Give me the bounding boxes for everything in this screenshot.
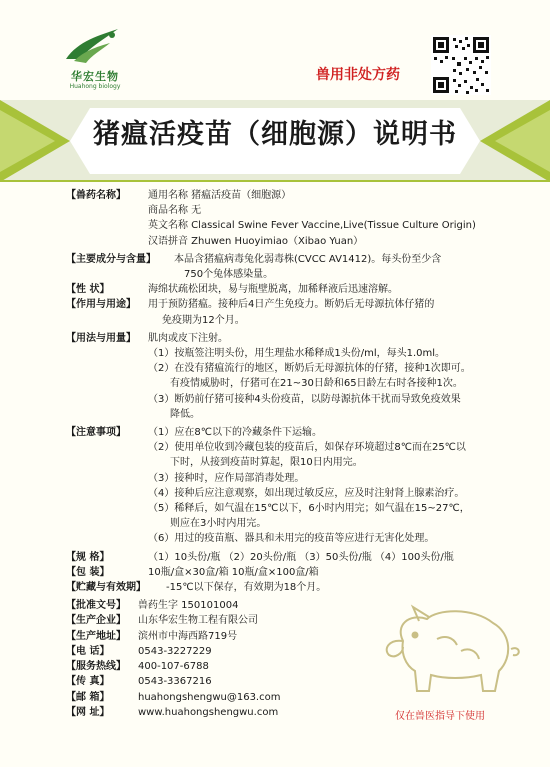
- section-line: （2）使用单位收到冷藏包装的疫苗后，如保存环境超过8℃而在25℃以: [148, 442, 466, 454]
- pig-illustration-icon: [375, 595, 525, 705]
- section-line: 汉语拼音 Zhuwen Huoyimiao（Xibao Yuan）: [148, 235, 364, 247]
- section-label: 【服务热线】: [66, 661, 126, 673]
- section-label: 【传 真】: [66, 676, 110, 688]
- section-line: 本品含猪瘟病毒兔化弱毒株(CVCC AV1412)。每头份至少含: [174, 253, 442, 265]
- section-ingredients: [66, 252, 526, 282]
- section-notes: [66, 425, 526, 547]
- page-title: 猪瘟活疫苗（细胞源）说明书: [93, 119, 457, 150]
- section-line: （1）按瓶签注明头份，用生理盐水稀释成1头份/ml，每头1.0ml。: [148, 348, 446, 360]
- huahong-logo-icon: [60, 25, 124, 65]
- section-line: 下时，从接到疫苗时算起，限10日内用完。: [170, 457, 363, 469]
- section-function: [66, 297, 526, 327]
- section-line: 海绵状疏松团块，易与瓶壁脱离，加稀释液后迅速溶解。: [148, 284, 398, 296]
- brand-name-cn: 华宏生物: [71, 70, 119, 83]
- section-label: 【贮藏与有效期】: [66, 582, 146, 594]
- section-line: 山东华宏生物工程有限公司: [138, 615, 258, 627]
- section-label: 【用法与用量】: [66, 332, 136, 344]
- section-line: （5）稀释后，如气温在15℃以下，6小时内用完；如气温在15~27℃，: [148, 503, 470, 515]
- section-label: 【性 状】: [66, 284, 110, 296]
- section-line: （3）断奶前仔猪可接种4头份疫苗，以防母源抗体干扰而导致免疫效果: [148, 393, 461, 405]
- section-line: 用于预防猪瘟。接种后4日产生免疫力。断奶后无母源抗体仔猪的: [148, 299, 435, 311]
- section-label: 【生产企业】: [66, 615, 126, 627]
- brand-block: [60, 70, 130, 91]
- section-line: 降低。: [170, 408, 200, 420]
- section-line: -15℃以下保存，有效期为18个月。: [166, 582, 327, 594]
- section-package: [66, 565, 526, 580]
- section-label: 【注意事项】: [66, 427, 126, 439]
- section-line: （3）接种时，应作局部消毒处理。: [148, 472, 305, 484]
- section-line: 有疫情威胁时，仔猪可在21~30日龄和65日龄左右时各接种1次。: [170, 378, 463, 390]
- section-spec: [66, 550, 526, 565]
- section-line: 0543-3227229: [138, 645, 212, 657]
- section-line: 滨州市中海西路719号: [138, 630, 238, 642]
- section-line: 免疫期为12个月。: [162, 314, 245, 326]
- section-character: [66, 282, 526, 297]
- section-storage: [66, 580, 526, 595]
- section-label: 【生产地址】: [66, 630, 126, 642]
- section-line: （2）在没有猪瘟流行的地区，断奶后无母源抗体的仔猪，接种1次即可。: [148, 363, 471, 375]
- brand-name-en: Huahong biology: [69, 83, 121, 90]
- section-line: 0543-3367216: [138, 676, 212, 688]
- section-line: 兽药生字 150101004: [138, 600, 239, 612]
- section-drug-name: [66, 188, 526, 249]
- section-label: 【邮 箱】: [66, 691, 110, 703]
- section-line: 750个兔体感染量。: [184, 269, 274, 281]
- section-line: 10瓶/盒×30盒/箱 10瓶/盒×100盒/箱: [148, 566, 319, 578]
- section-line: 则应在3小时内用完。: [170, 518, 267, 530]
- section-line: （4）接种后应注意观察，如出现过敏反应，应及时注射肾上腺素治疗。: [148, 487, 465, 499]
- section-label: 【兽药名称】: [66, 190, 126, 201]
- vet-guidance-note: 仅在兽医指导下使用: [395, 711, 485, 722]
- otc-label: 兽用非处方药: [316, 67, 400, 83]
- section-usage: [66, 331, 526, 422]
- section-line: 400-107-6788: [138, 661, 209, 673]
- section-label: 【作用与用途】: [66, 299, 136, 311]
- section-label: 【主要成分与含量】: [66, 253, 156, 265]
- section-line: （6）用过的疫苗瓶、器具和未用完的疫苗等应进行无害化处理。: [148, 533, 435, 545]
- section-line: huahongshengwu@163.com: [138, 691, 281, 703]
- section-line: 商品名称 无: [148, 205, 202, 217]
- section-line: 肌肉或皮下注射。: [148, 332, 228, 344]
- section-line: （1）10头份/瓶 （2）20头份/瓶 （3）50头份/瓶 （4）100头份/瓶: [148, 551, 454, 563]
- qr-code-icon: [431, 35, 491, 95]
- section-label: 【批准文号】: [66, 600, 126, 612]
- section-line: 英文名称 Classical Swine Fever Vaccine,Live(Tissue Culture Origin): [148, 220, 476, 232]
- section-line: 通用名称 猪瘟活疫苗（细胞源）: [148, 190, 292, 201]
- section-line: （1）应在8℃以下的冷藏条件下运输。: [148, 427, 322, 439]
- section-label: 【网 址】: [66, 706, 110, 718]
- section-label: 【包 装】: [66, 566, 110, 578]
- section-label: 【电 话】: [66, 645, 110, 657]
- section-line: www.huahongshengwu.com: [138, 706, 279, 718]
- section-label: 【规 格】: [66, 551, 110, 563]
